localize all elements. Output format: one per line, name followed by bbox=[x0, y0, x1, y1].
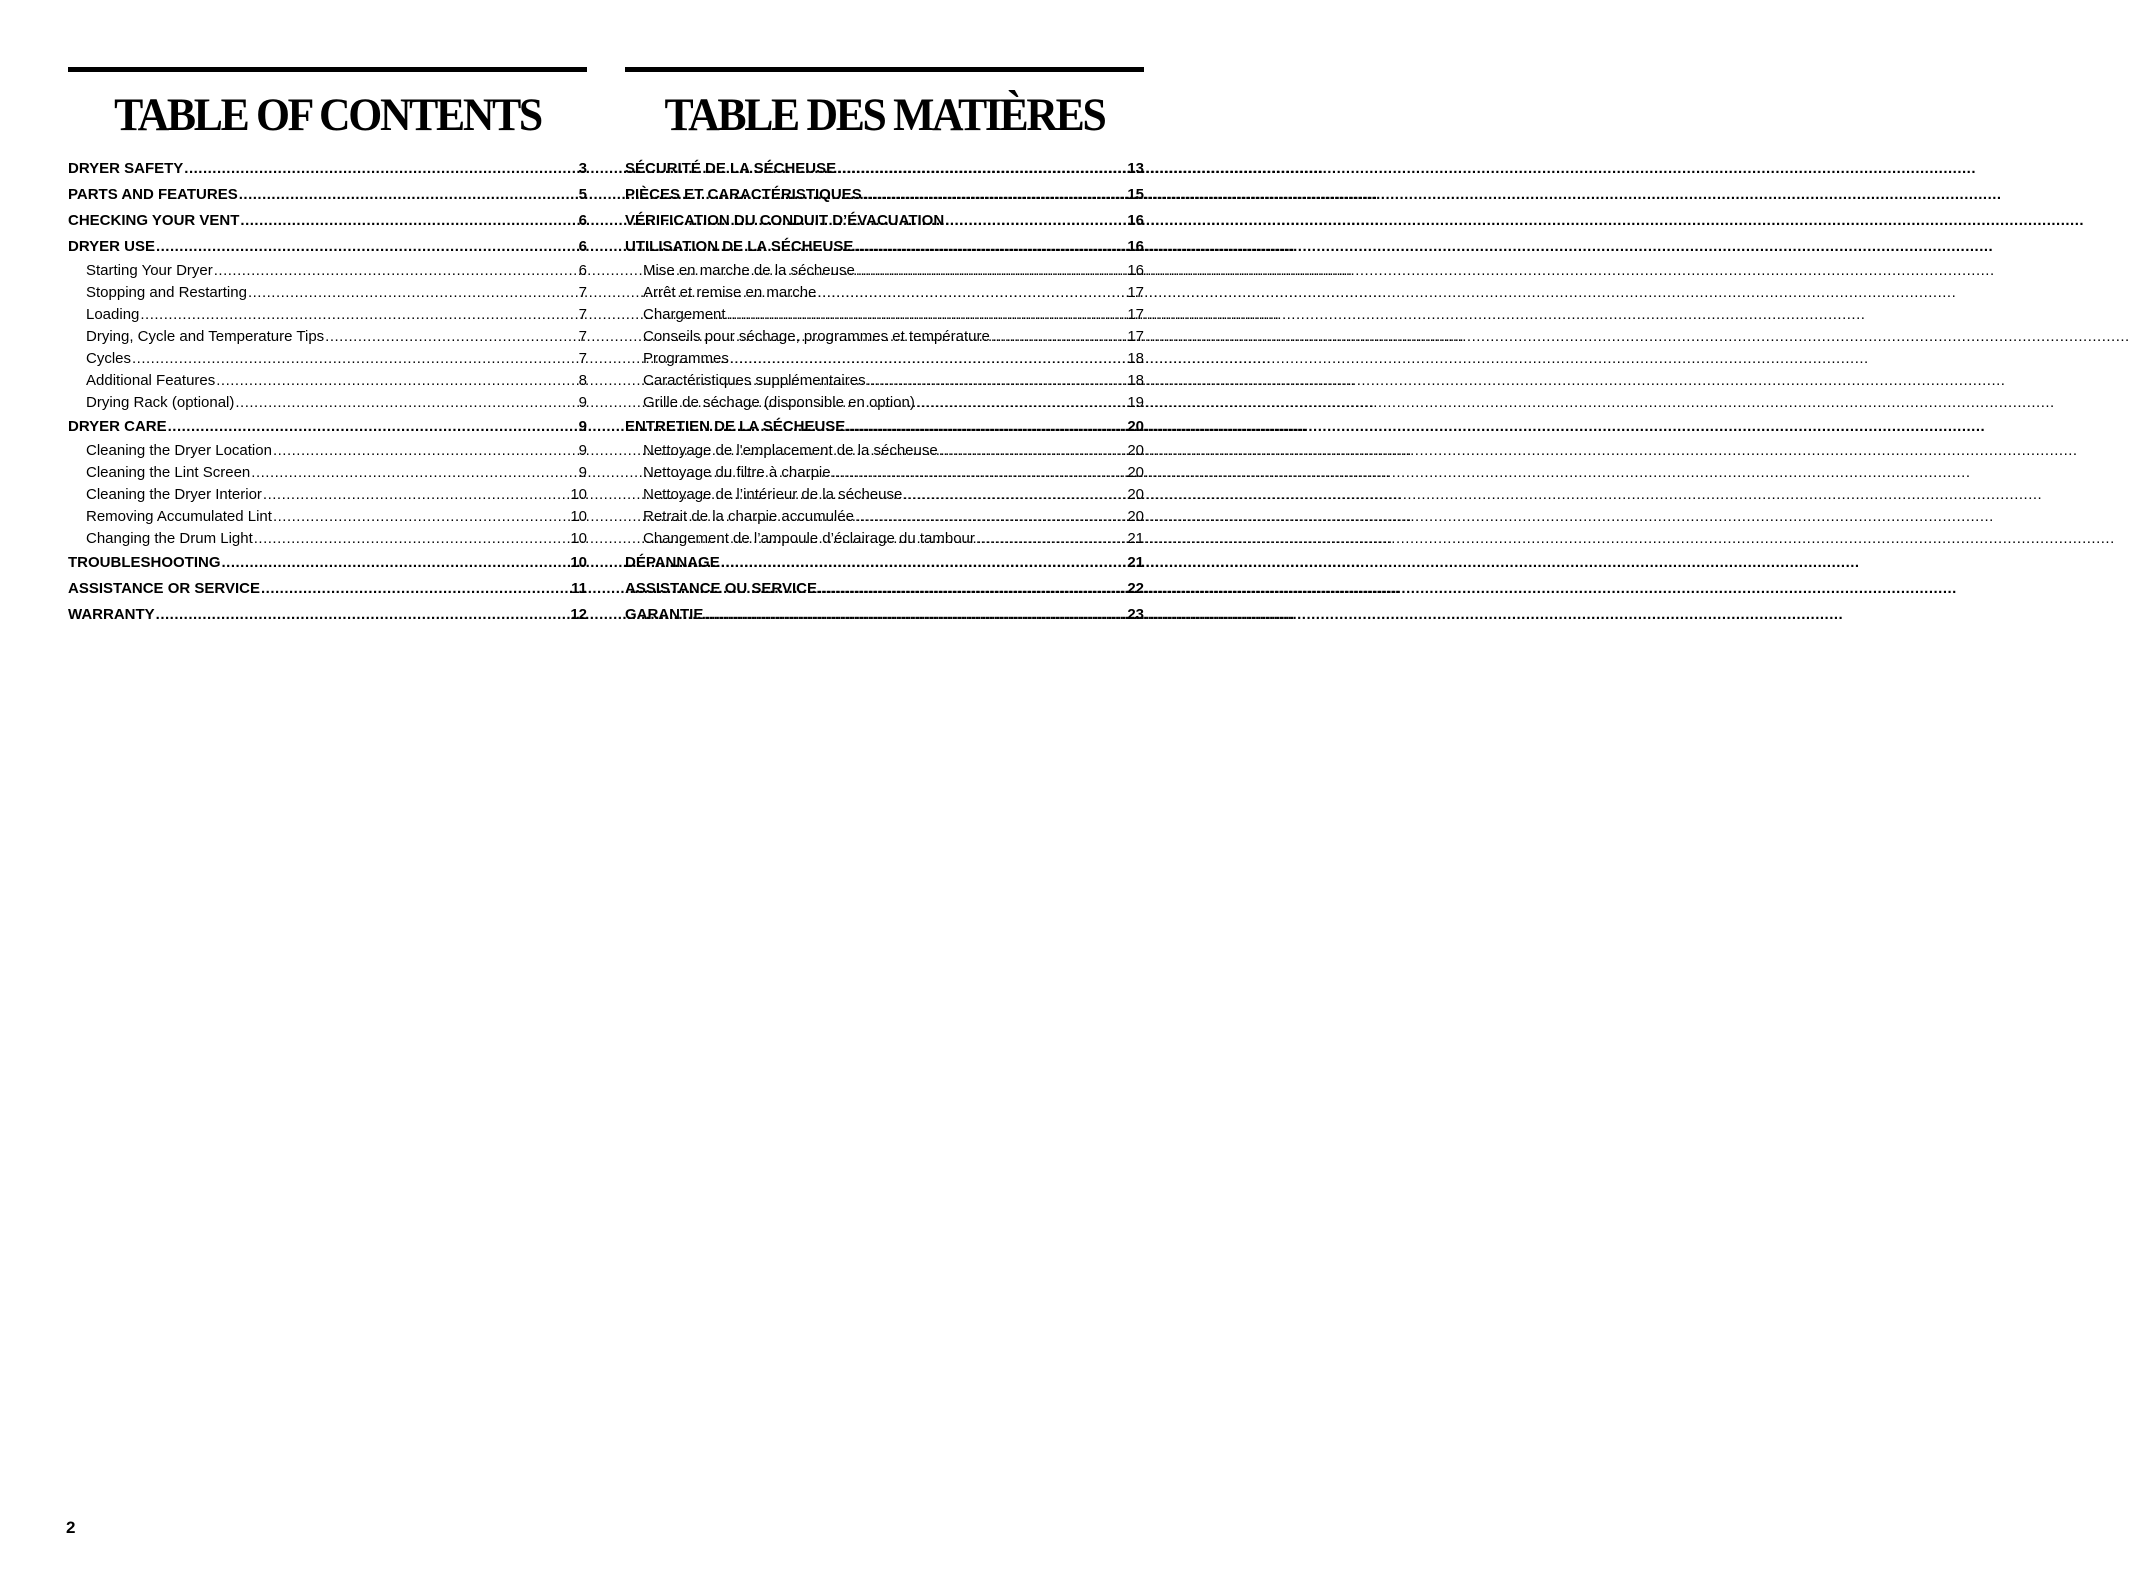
toc-entry-page-number: 16 bbox=[1127, 238, 1144, 255]
toc-entry-label: Cleaning the Dryer Interior bbox=[86, 486, 262, 503]
toc-subsection-entry[interactable] bbox=[68, 282, 587, 304]
toc-entry-page-number: 20 bbox=[1127, 486, 1144, 503]
toc-dot-leader bbox=[254, 528, 570, 550]
toc-entry-label: TROUBLESHOOTING bbox=[68, 554, 221, 571]
toc-dot-leader bbox=[863, 182, 1127, 208]
toc-dot-leader bbox=[156, 602, 570, 628]
toc-entry-page-number: 23 bbox=[1127, 606, 1144, 623]
toc-dot-leader bbox=[216, 370, 577, 392]
toc-dot-leader bbox=[730, 348, 1126, 370]
toc-section-entry[interactable] bbox=[68, 550, 587, 576]
toc-entry-page-number: 7 bbox=[578, 284, 587, 301]
toc-subsection-entry[interactable] bbox=[625, 440, 1144, 462]
toc-entry-label: Cycles bbox=[86, 350, 132, 367]
toc-entry-label: Mise en marche de la sécheuse bbox=[643, 262, 855, 279]
toc-entry-label: ASSISTANCE OR SERVICE bbox=[68, 580, 260, 597]
toc-entry-label: ENTRETIEN DE LA SÉCHEUSE bbox=[625, 418, 846, 435]
toc-dot-leader bbox=[916, 392, 1126, 414]
toc-entry-label: VÉRIFICATION DU CONDUIT D’ÉVACUATION bbox=[625, 212, 945, 229]
toc-subsection-entry[interactable] bbox=[625, 260, 1144, 282]
toc-dot-leader bbox=[991, 326, 1126, 348]
toc-dot-leader bbox=[837, 156, 1126, 182]
toc-dot-leader bbox=[156, 234, 578, 260]
toc-entry-label: PARTS AND FEATURES bbox=[68, 186, 238, 203]
french-title-rule bbox=[625, 67, 1144, 72]
toc-subsection-entry[interactable] bbox=[625, 370, 1144, 392]
toc-entry-label: DÉPANNAGE bbox=[625, 554, 720, 571]
toc-entry-page-number: 10 bbox=[570, 486, 587, 503]
toc-dot-leader bbox=[721, 550, 1127, 576]
toc-entry-label: Nettoyage de l’intérieur de la sécheuse bbox=[643, 486, 903, 503]
french-toc-title: TABLE DES MATIÈRES bbox=[664, 89, 1105, 141]
toc-entry-label: SÉCURITÉ DE LA SÉCHEUSE bbox=[625, 160, 837, 177]
toc-dot-leader bbox=[976, 528, 1126, 550]
toc-entry-label: ASSISTANCE OU SERVICE bbox=[625, 580, 817, 597]
toc-subsection-entry[interactable] bbox=[625, 326, 1144, 348]
toc-section-entry[interactable] bbox=[625, 234, 1144, 260]
toc-section-entry[interactable] bbox=[68, 182, 587, 208]
toc-entry-page-number: 17 bbox=[1127, 306, 1144, 323]
toc-section-entry[interactable] bbox=[625, 208, 1144, 234]
toc-section-entry[interactable] bbox=[68, 208, 587, 234]
toc-dot-leader bbox=[273, 506, 569, 528]
toc-entry-label: Changing the Drum Light bbox=[86, 530, 253, 547]
toc-dot-leader bbox=[945, 208, 1126, 234]
toc-entry-page-number: 12 bbox=[570, 606, 587, 623]
toc-entry-label: Drying Rack (optional) bbox=[86, 394, 235, 411]
toc-section-entry[interactable] bbox=[625, 414, 1144, 440]
toc-dot-leader bbox=[903, 484, 1126, 506]
toc-entry-label: GARANTIE bbox=[625, 606, 704, 623]
toc-entry-page-number: 5 bbox=[578, 186, 587, 203]
french-toc-column bbox=[625, 67, 1144, 628]
toc-dot-leader bbox=[325, 326, 577, 348]
toc-dot-leader bbox=[248, 282, 578, 304]
toc-subsection-entry[interactable] bbox=[625, 484, 1144, 506]
toc-dot-leader bbox=[239, 182, 578, 208]
toc-dot-leader bbox=[251, 462, 577, 484]
toc-entry-page-number: 13 bbox=[1127, 160, 1144, 177]
toc-section-entry[interactable] bbox=[68, 234, 587, 260]
toc-dot-leader bbox=[704, 602, 1126, 628]
toc-dot-leader bbox=[855, 506, 1126, 528]
toc-subsection-entry[interactable] bbox=[68, 370, 587, 392]
toc-subsection-entry[interactable] bbox=[625, 462, 1144, 484]
toc-section-entry[interactable] bbox=[625, 550, 1144, 576]
toc-entry-page-number: 9 bbox=[578, 418, 587, 435]
toc-entry-label: Caractéristiques supplémentaires bbox=[643, 372, 866, 389]
toc-entry-label: WARRANTY bbox=[68, 606, 155, 623]
toc-dot-leader bbox=[261, 576, 570, 602]
toc-subsection-entry[interactable] bbox=[625, 304, 1144, 326]
toc-entry-page-number: 3 bbox=[578, 160, 587, 177]
toc-entry-label: Changement de l’ampoule d’éclairage du tambour bbox=[643, 530, 975, 547]
toc-entry-page-number: 7 bbox=[578, 350, 587, 367]
toc-section-entry[interactable] bbox=[625, 602, 1144, 628]
toc-entry-label: DRYER SAFETY bbox=[68, 160, 184, 177]
toc-section-entry[interactable] bbox=[68, 576, 587, 602]
toc-section-entry[interactable] bbox=[68, 156, 587, 182]
toc-entry-page-number: 21 bbox=[1127, 554, 1144, 571]
toc-subsection-entry[interactable] bbox=[625, 348, 1144, 370]
toc-entry-page-number: 11 bbox=[571, 580, 587, 597]
toc-entry-label: CHECKING YOUR VENT bbox=[68, 212, 240, 229]
toc-entry-page-number: 7 bbox=[578, 328, 587, 345]
toc-entry-page-number: 22 bbox=[1127, 580, 1144, 597]
toc-entry-label: Chargement bbox=[643, 306, 726, 323]
toc-subsection-entry[interactable] bbox=[625, 282, 1144, 304]
toc-dot-leader bbox=[818, 576, 1126, 602]
toc-subsection-entry[interactable] bbox=[68, 462, 587, 484]
english-toc-title: TABLE OF CONTENTS bbox=[114, 89, 541, 141]
toc-subsection-entry[interactable] bbox=[625, 528, 1144, 550]
toc-dot-leader bbox=[263, 484, 569, 506]
toc-entry-label: Stopping and Restarting bbox=[86, 284, 247, 301]
toc-entry-page-number: 6 bbox=[578, 212, 587, 229]
toc-entry-page-number: 10 bbox=[570, 554, 587, 571]
toc-subsection-entry[interactable] bbox=[68, 440, 587, 462]
toc-entry-label: Nettoyage de l'emplacement de la sécheuse bbox=[643, 442, 938, 459]
toc-entry-page-number: 9 bbox=[578, 394, 587, 411]
toc-entry-page-number: 18 bbox=[1127, 350, 1144, 367]
toc-subsection-entry[interactable] bbox=[625, 392, 1144, 414]
english-toc-column bbox=[68, 67, 587, 628]
toc-dot-leader bbox=[132, 348, 578, 370]
toc-entry-page-number: 16 bbox=[1127, 262, 1144, 279]
toc-entry-page-number: 20 bbox=[1127, 442, 1144, 459]
toc-entry-page-number: 18 bbox=[1127, 372, 1144, 389]
toc-entry-page-number: 8 bbox=[578, 372, 587, 389]
toc-entry-page-number: 10 bbox=[570, 508, 587, 525]
toc-subsection-entry[interactable] bbox=[68, 348, 587, 370]
toc-entry-page-number: 9 bbox=[578, 442, 587, 459]
toc-dot-leader bbox=[939, 440, 1127, 462]
toc-dot-leader bbox=[846, 414, 1126, 440]
toc-entry-page-number: 17 bbox=[1127, 284, 1144, 301]
toc-entry-label: Starting Your Dryer bbox=[86, 262, 213, 279]
toc-dot-leader bbox=[832, 462, 1127, 484]
toc-entry-page-number: 15 bbox=[1127, 186, 1144, 203]
french-toc-list bbox=[625, 156, 1144, 628]
toc-subsection-entry[interactable] bbox=[68, 304, 587, 326]
toc-entry-page-number: 20 bbox=[1127, 464, 1144, 481]
toc-dot-leader bbox=[817, 282, 1126, 304]
toc-subsection-entry[interactable] bbox=[68, 260, 587, 282]
toc-entry-label: Grille de séchage (disponsible en option) bbox=[643, 394, 915, 411]
toc-dot-leader bbox=[222, 550, 570, 576]
toc-entry-page-number: 10 bbox=[570, 530, 587, 547]
toc-dot-leader bbox=[854, 234, 1126, 260]
toc-dot-leader bbox=[727, 304, 1127, 326]
toc-dot-leader bbox=[214, 260, 578, 282]
toc-dot-leader bbox=[184, 156, 577, 182]
toc-entry-page-number: 16 bbox=[1127, 212, 1144, 229]
toc-entry-page-number: 9 bbox=[578, 464, 587, 481]
toc-subsection-entry[interactable] bbox=[68, 484, 587, 506]
toc-entry-label: Programmes bbox=[643, 350, 729, 367]
toc-entry-label: Cleaning the Dryer Location bbox=[86, 442, 272, 459]
toc-dot-leader bbox=[240, 208, 577, 234]
toc-entry-page-number: 6 bbox=[578, 262, 587, 279]
toc-dot-leader bbox=[856, 260, 1127, 282]
toc-section-entry[interactable] bbox=[625, 156, 1144, 182]
toc-entry-label: Arrêt et remise en marche bbox=[643, 284, 817, 301]
toc-entry-page-number: 19 bbox=[1127, 394, 1144, 411]
toc-dot-leader bbox=[168, 414, 578, 440]
toc-entry-label: Nettoyage du filtre à charpie bbox=[643, 464, 831, 481]
toc-entry-label: UTILISATION DE LA SÉCHEUSE bbox=[625, 238, 854, 255]
toc-subsection-entry[interactable] bbox=[68, 326, 587, 348]
toc-entry-label: Removing Accumulated Lint bbox=[86, 508, 272, 525]
toc-entry-label: Retrait de la charpie accumulée bbox=[643, 508, 854, 525]
toc-section-entry[interactable] bbox=[625, 576, 1144, 602]
toc-entry-label: PIÈCES ET CARACTÉRISTIQUES bbox=[625, 186, 862, 203]
toc-entry-page-number: 20 bbox=[1127, 508, 1144, 525]
toc-entry-label: Drying, Cycle and Temperature Tips bbox=[86, 328, 325, 345]
toc-entry-page-number: 17 bbox=[1127, 328, 1144, 345]
toc-entry-page-number: 20 bbox=[1127, 418, 1144, 435]
toc-entry-page-number: 21 bbox=[1127, 530, 1144, 547]
toc-section-entry[interactable] bbox=[68, 414, 587, 440]
toc-entry-label: Cleaning the Lint Screen bbox=[86, 464, 251, 481]
toc-subsection-entry[interactable] bbox=[68, 528, 587, 550]
toc-section-entry[interactable] bbox=[625, 182, 1144, 208]
toc-dot-leader bbox=[273, 440, 578, 462]
toc-entry-page-number: 7 bbox=[578, 306, 587, 323]
toc-entry-label: DRYER USE bbox=[68, 238, 155, 255]
toc-dot-leader bbox=[140, 304, 577, 326]
toc-section-entry[interactable] bbox=[68, 602, 587, 628]
toc-entry-label: Additional Features bbox=[86, 372, 216, 389]
page-number: 2 bbox=[66, 1518, 76, 1537]
english-title-rule bbox=[68, 67, 587, 72]
toc-entry-label: DRYER CARE bbox=[68, 418, 167, 435]
toc-subsection-entry[interactable] bbox=[68, 506, 587, 528]
toc-dot-leader bbox=[235, 392, 577, 414]
english-toc-list bbox=[68, 156, 587, 628]
toc-entry-page-number: 6 bbox=[578, 238, 587, 255]
toc-subsection-entry[interactable] bbox=[625, 506, 1144, 528]
toc-dot-leader bbox=[867, 370, 1127, 392]
toc-entry-label: Loading bbox=[86, 306, 140, 323]
toc-subsection-entry[interactable] bbox=[68, 392, 587, 414]
toc-entry-label: Conseils pour séchage, programmes et température bbox=[643, 328, 990, 345]
